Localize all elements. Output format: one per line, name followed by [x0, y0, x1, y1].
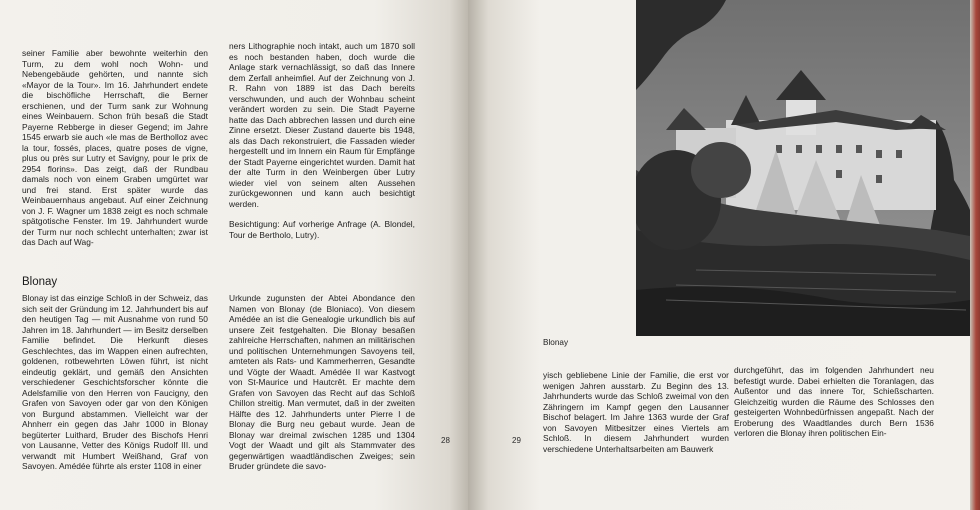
- castle-photo-icon: [636, 0, 970, 336]
- section-heading-blonay: Blonay: [22, 276, 58, 288]
- visit-note: Besichtigung: Auf vorherige Anfrage (A. Blondel, Tour de Bertholo, Lutry).: [229, 219, 415, 240]
- right-col1-text: yisch gebliebene Linie der Familie, die erst vor wenigen Jahren ausstarb. Zu Beginn des 13. Jahrhunderts wurde das Schloß zweimal von den Zähringern im Kampf gegen den Lausanner Bischof belagert. Im Jahre 1363 wurde der Graf von Savoyen Mitbesitzer eines Viertels am Schloß. In diesem Jahrhundert wurden verschiedene Unterhaltsarbeiten am Bauwerk: [543, 370, 729, 454]
- left-col1-top-text: seiner Familie aber bewohnte weiterhin den Turm, zu dem wohl noch Wohn- und Nebengebäude gehörten, und nannte sich «Mayor de la Tour». Im 16. Jahrhundert endete die bischöfliche Herrschaft, die Berner erschienen, und der Turm sank zur Wohnung eines Weinbauern. Schon früh besaß die Stadt Payerne Rebberge in dieser Gegend; im Jahre 1545 erwarb sie auch «le mas de Bertholloz avec la tour, fossés, places, quatre poses de vigne, plus ou près sur Lutry et Savigny, pour le prix de 2954 florins». Das zeigt, daß der Rundbau damals noch von einem Graben umgürtet war und frei stand. Erst später wurde das Weinbauernhaus angebaut. Auf einer Zeichnung von J. F. Wagner um 1838 zeigt es noch schmale spätgotische Fenster. Im 19. Jahrhundert wurde der Turm nur noch schlecht unterhalten; zwar ist das Dach auf Wag-: [22, 48, 208, 247]
- left-col2-top-text: ners Lithographie noch intakt, auch um 1870 soll es noch bestanden haben, doch wurde die Anlage stark vernachlässigt, so daß das Innere dem Zerfall anheimfiel. Auf der Zeichnung von J. R. Rahn von 1889 ist das Dach bereits verschwunden, und auch der Wohnbau scheint verändert worden zu sein. Die Stadt Payerne hatte das Dach abbrechen lassen und durch eine Zinne ersetzt. Dieser Zustand dauerte bis 1948, als das Dach rekonstruiert, die Fassaden wieder hergestellt und im Innern ein Raum für Empfänge der Stadt Payerne eingerichtet wurden. Damit hat der alte Turm in den Weinbergen über Lutry wieder viel von seinem alten Aussehen zurückgewonnen und kann auch besichtigt werden.: [229, 41, 415, 209]
- page-number-left: 28: [441, 436, 450, 445]
- castle-photo: [636, 0, 970, 336]
- photo-caption: Blonay: [543, 338, 569, 347]
- left-col2-bottom-text: Urkunde zugunsten der Abtei Abondance den Namen von Blonay (de Bloniaco). Von diesem Amédée an ist die Genealogie urkundlich bis auf unsere Zeit festgehalten. Die Blonay besaßen zahlreiche Herrschaften, nahmen an militärischen und politischen Unternehmungen Savoyens teil, amteten als Rats- und Kammerherren, Gesandte und Vögte der Waadt. Amédée II war Kastvogt von St-Maurice und Hautcrêt. Er machte dem Grafen von Savoyen das Recht auf das Schloß Chillon streitig. Man vermutet, daß in der zweiten Hälfte des 12. Jahrhunderts unter Pierre I de Blonay die Burg neu gebaut wurde. Jean de Blonay war dreimal zwischen 1285 und 1304 Vogt der Waadt und gilt als Stammvater des gegenwärtigen waadtländischen Zweiges; sein Bruder gründete die savo-: [229, 293, 415, 471]
- left-col1-bottom-text: Blonay ist das einzige Schloß in der Schweiz, das sich seit der Gründung im 12. Jahrhundert bis auf den heutigen Tag — mit Ausnahme von rund 50 Jahren im 18. Jahrhundert — im Besitz derselben Familie befindet. Die Herkunft dieses Geschlechtes, das im Wappen einen aufrechten, goldenen, rotbewehrten Löwen führt, ist nicht eindeutig geklärt, und gemäß den Ansichten verschiedener Geschichtsforscher könnte die Adelsfamilie von den Herren von Faucigny, den Grafen von Savoyen oder gar von den Königen von Burgund abstammen. Vielleicht war der Ahnherr ein gegen das Jahr 1000 in Blonay begüterter Luithard, Bruder des Bischofs Henri von Lausanne, Vetter des Königs Rudolf III. und verwandt mit Humbert Weißhand, Graf von Savoyen. Amédée führte als erster 1108 in einer: [22, 293, 208, 471]
- left-col2-top: [229, 41, 415, 240]
- book-edge: [970, 0, 980, 510]
- left-page: [0, 0, 468, 510]
- right-col2-text: durchgeführt, das im folgenden Jahrhundert neu befestigt wurde. Dabei erhielten die Toranlagen, das Außentor und das innere Tor, Schießscharten. Gleichzeitig wurden die Räume des Schlosses den gesteigerten Wohnbedürfnissen angepaßt. Nach der Eroberung des Waadtlandes durch Bern 1536 verloren die Blonay ihren politischen Ein-: [734, 365, 934, 438]
- page-number-right: 29: [512, 436, 521, 445]
